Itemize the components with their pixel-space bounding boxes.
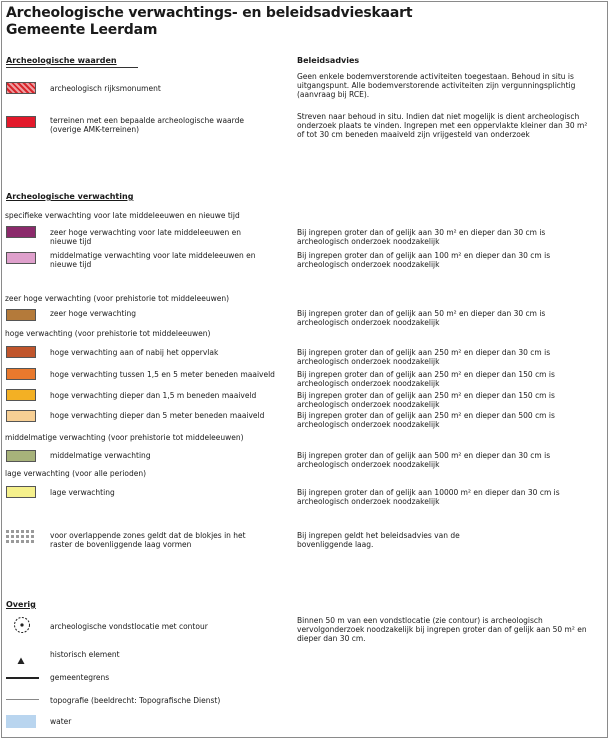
group-label-specifiek: specifieke verwachting voor late middeleeuwen en nieuwe tijd — [5, 211, 240, 220]
legend-label-topografie: topografie (beeldrecht: Topografische Dienst) — [50, 696, 221, 705]
legend-swatch-middel-lmnt — [6, 252, 36, 264]
legend-label-water: water — [50, 717, 72, 726]
raster-swatch — [6, 529, 36, 543]
legend-swatch-hoog-dieper-1-5 — [6, 389, 36, 401]
legend-label-hoog-dieper-5: hoge verwachting dieper dan 5 meter beneden maaiveld — [50, 411, 265, 420]
group-label-zeer-hoog: zeer hoge verwachting (voor prehistorie tot middeleeuwen) — [5, 294, 230, 303]
legend-label-middel-lmnt: middelmatige verwachting voor late middeleeuwen en nieuwe tijd — [50, 251, 256, 269]
gemeentegrens-line-icon — [6, 677, 39, 679]
legend-label-gemeentegrens: gemeentegrens — [50, 673, 110, 682]
legend-swatch-laag — [6, 486, 36, 498]
page-subtitle: Gemeente Leerdam — [6, 22, 158, 38]
legend-swatch-zeer-hoog — [6, 309, 36, 321]
legend-swatch-hoog-dieper-5 — [6, 410, 36, 422]
advice-hoog-1-5-tot-5: Bij ingrepen groter dan of gelijk aan 250 m² en dieper dan 150 cm is archeologisch onderzoek noodzakelijk — [297, 370, 555, 388]
topografie-line-icon — [6, 699, 39, 700]
legend-label-overlap: voor overlappende zones geldt dat de blokjes in het raster de bovenliggende laag vormen — [50, 531, 246, 549]
legend-label-hoog-oppervlak: hoge verwachting aan of nabij het oppervlak — [50, 348, 219, 357]
legend-label-laag: lage verwachting — [50, 488, 115, 497]
legend-swatch-hoog-oppervlak — [6, 346, 36, 358]
vondstlocatie-icon — [13, 616, 31, 634]
legend-label-hoog-dieper-1-5: hoge verwachting dieper dan 1,5 m beneden maaiveld — [50, 391, 257, 400]
raster-swatch-icon — [6, 530, 36, 544]
advice-hoog-oppervlak: Bij ingrepen groter dan of gelijk aan 250 m² en dieper dan 30 cm is archeologisch onderzoek noodzakelijk — [297, 348, 551, 366]
legend-swatch-amk-terreinen — [6, 116, 36, 128]
legend-label-zeer-hoog: zeer hoge verwachting — [50, 309, 137, 318]
advice-middelmatig: Bij ingrepen groter dan of gelijk aan 500 m² en dieper dan 30 cm is archeologisch onderzoek noodzakelijk — [297, 451, 551, 469]
advice-laag: Bij ingrepen groter dan of gelijk aan 10000 m² en dieper dan 30 cm is archeologisch onderzoek noodzakelijk — [297, 488, 560, 506]
section-heading-overig: Overig — [6, 600, 36, 609]
group-label-middel: middelmatige verwachting (voor prehistorie tot middeleeuwen) — [5, 433, 244, 442]
advice-zeer-hoog-lmnt: Bij ingrepen groter dan of gelijk aan 30 m² en dieper dan 30 cm is archeologisch onderzoek noodzakelijk — [297, 228, 546, 246]
legend-swatch-rijksmonument — [6, 82, 36, 94]
section-heading-beleidsadvies: Beleidsadvies — [297, 56, 360, 65]
group-label-hoog: hoge verwachting (voor prehistorie tot middeleeuwen) — [5, 329, 211, 338]
legend-label-rijksmonument: archeologisch rijksmonument — [50, 84, 161, 93]
divider — [6, 67, 138, 68]
advice-vondstlocatie: Binnen 50 m van een vondstlocatie (zie contour) is archeologisch vervolgonderzoek noodzakelijk bij ingrepen groter dan of gelijk aan 50 m² en dieper dan 30 cm. — [297, 616, 587, 643]
legend-label-hoog-1-5-tot-5: hoge verwachting tussen 1,5 en 5 meter beneden maaiveld — [50, 370, 275, 379]
legend-label-vondstlocatie: archeologische vondstlocatie met contour — [50, 622, 208, 631]
advice-zeer-hoog: Bij ingrepen groter dan of gelijk aan 50 m² en dieper dan 30 cm is archeologisch onderzoek noodzakelijk — [297, 309, 546, 327]
group-label-laag: lage verwachting (voor alle perioden) — [5, 469, 147, 478]
legend-label-amk-terreinen: terreinen met een bepaalde archeologische waarde (overige AMK-terreinen) — [50, 116, 244, 134]
advice-amk-terreinen: Streven naar behoud in situ. Indien dat niet mogelijk is dient archeologisch onderzoek plaats te vinden. Ingrepen met een oppervlakte kleiner dan 30 m² of tot 30 cm beneden maaiveld zijn vrijgesteld van onderzoek — [297, 112, 588, 139]
section-heading-waarden: Archeologische waarden — [6, 56, 117, 65]
legend-swatch-zeer-hoog-lmnt — [6, 226, 36, 238]
legend-swatch-middelmatig — [6, 450, 36, 462]
advice-middel-lmnt: Bij ingrepen groter dan of gelijk aan 100 m² en dieper dan 30 cm is archeologisch onderzoek noodzakelijk — [297, 251, 551, 269]
legend-label-zeer-hoog-lmnt: zeer hoge verwachting voor late middeleeuwen en nieuwe tijd — [50, 228, 241, 246]
advice-overlap: Bij ingrepen geldt het beleidsadvies van de bovenliggende laag. — [297, 531, 460, 549]
advice-hoog-dieper-1-5: Bij ingrepen groter dan of gelijk aan 250 m² en dieper dan 150 cm is archeologisch onderzoek noodzakelijk — [297, 391, 555, 409]
legend-label-historisch-element: historisch element — [50, 650, 120, 659]
advice-rijksmonument: Geen enkele bodemverstorende activiteiten toegestaan. Behoud in situ is uitgangspunt. Alle bodemverstorende activiteiten zijn vergunningsplichtig (aanvraag bij RCE). — [297, 72, 576, 99]
page-title: Archeologische verwachtings- en beleidsadvieskaart — [6, 5, 413, 21]
legend-swatch-hoog-1-5-tot-5 — [6, 368, 36, 380]
historisch-element-icon — [17, 650, 25, 658]
water-swatch — [6, 715, 36, 728]
advice-hoog-dieper-5: Bij ingrepen groter dan of gelijk aan 250 m² en dieper dan 500 cm is archeologisch onderzoek noodzakelijk — [297, 411, 555, 429]
section-heading-verwachting: Archeologische verwachting — [6, 192, 134, 201]
legend-label-middelmatig: middelmatige verwachting — [50, 451, 151, 460]
